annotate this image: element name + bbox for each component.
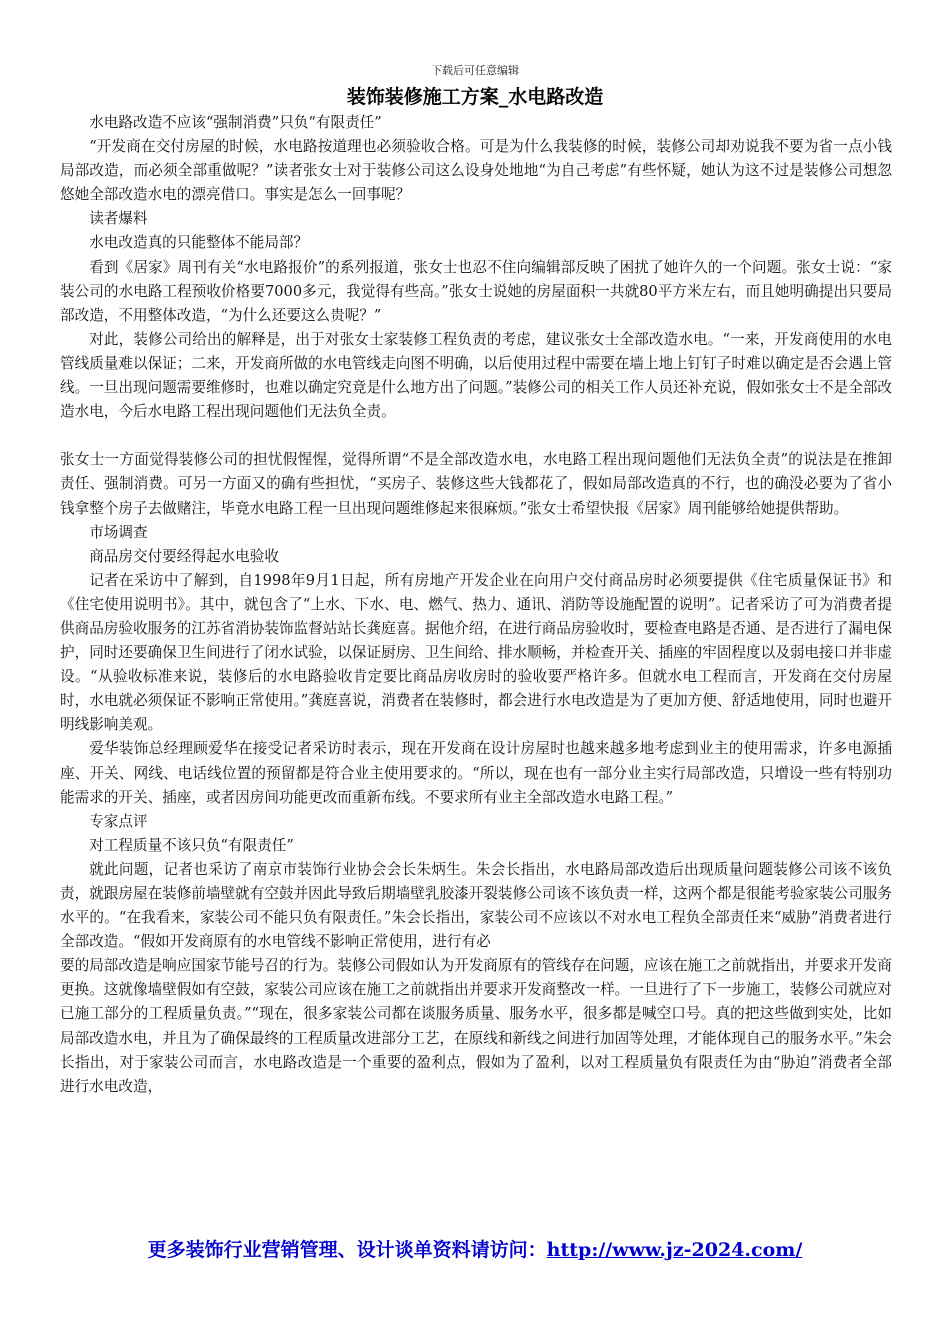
section-subheading-expert: 对工程质量不该只负“有限责任” bbox=[89, 836, 294, 854]
document-body bbox=[60, 111, 892, 1099]
section-heading-expert: 专家点评 bbox=[89, 812, 148, 830]
section-heading-market: 市场调查 bbox=[89, 523, 148, 541]
footer-text: 更多装饰行业营销管理、设计谈单资料请访问： bbox=[147, 1239, 547, 1261]
paragraph-body: 要的局部改造是响应国家节能号召的行为。装修公司假如认为开发商原有的管线存在问题，应该在施工之前就指出，并要求开发商更换。这就像墙壁假如有空鼓，家装公司应该在施工之前就指出并要求开发商整改一样。一旦进行了下一步施工，装修公司就应对已施工部分的工程质量负责。”“现在，很多家装公司都在谈服务质量、服务水平，很多都是喊空口号。真的把这些做到实处，比如局部改造水电，并且为了确保最终的工程质量改进部分工艺，在原线和新线之间进行加固等处理，才能体现自己的服务水平。”朱会长指出，对于家装公司而言，水电路改造是一个重要的盈利点，假如为了盈利，以对工程质量负有限责任为由“胁迫”消费者全部进行水电改造， bbox=[60, 957, 893, 1095]
edit-note: 下载后可任意编辑 bbox=[431, 64, 519, 77]
blank-line bbox=[60, 424, 892, 448]
paragraph-body: 就此问题，记者也采访了南京市装饰行业协会会长朱炳生。朱会长指出，水电路局部改造后出现质量问题装修公司该不该负责，就跟房屋在装修前墙壁就有空鼓并因此导致后期墙壁乳胶漆开裂装修公司该不该负责一样，这两个都是很能考验家装公司服务水平的。“在我看来，家装公司不能只负有限责任。”朱会长指出，家装公司不应该以不对水电工程负全部责任来“威胁”消费者进行全部改造。“假如开发商原有的水电管线不影响正常使用，进行有必 bbox=[60, 860, 892, 951]
paragraph-body: 爱华装饰总经理顾爱华在接受记者采访时表示，现在开发商在设计房屋时也越来越多地考虑到业主的使用需求，许多电源插座、开关、网线、电话线位置的预留都是符合业主使用要求的。“所以，现在也有一部分业主实行局部改造，只增设一些有特别功能需求的开关、插座，或者因房间功能更改而重新布线。不要求所有业主全部改造水电路工程。” bbox=[60, 740, 892, 806]
paragraph-body: 记者在采访中了解到，自1998年9月1日起，所有房地产开发企业在向用户交付商品房时必须要提供《住宅质量保证书》和《住宅使用说明书》。其中，就包含了“上水、下水、电、燃气、热力、通讯、消防等设施配置的说明”。记者采访了可为消费者提供商品房验收服务的江苏省消协装饰监督站站长龚庭喜。据他介绍，在进行商品房验收时，要检查电路是否通、是否进行了漏电保护，同时还要确保卫生间进行了闭水试验，以保证厨房、卫生间给、排水顺畅，并检查开关、插座的牢固程度以及弱电接口并非虚设。“从验收标准来说，装修后的水电路验收肯定要比商品房收房时的验收要严格许多。但就水电工程而言，开发商在交付房屋时，水电就必须保证不影响正常使用。”龚庭喜说，消费者在装修时，都会进行水电改造是为了更加方便、舒适地使用，同时也避开明线影响美观。 bbox=[60, 571, 893, 734]
paragraph-body: 张女士一方面觉得装修公司的担忧假惺惺，觉得所谓“不是全部改造水电，水电路工程出现问题他们无法负全责”的说法是在推卸责任、强制消费。可另一方面又的确有些担忧，“买房子、装修这些大钱都花了，假如局部改造真的不行，也的确没必要为了省小钱拿整个房子去做赌注，毕竟水电路工程一旦出现问题维修起来很麻烦。”张女士希望快报《居家》周刊能够给她提供帮助。 bbox=[60, 451, 892, 517]
paragraph-body: 看到《居家》周刊有关“水电路报价”的系列报道，张女士也忍不住向编辑部反映了困扰了她许久的一个问题。张女士说：“家装公司的水电路工程预收价格要7000多元，我觉得有些高。”张女士说她的房屋面积一共就80平方米左右，而且她明确提出只要局部改造，不用整体改造，“为什么还要这么贵呢？” bbox=[60, 258, 892, 324]
section-subheading-market: 商品房交付要经得起水电验收 bbox=[89, 547, 279, 565]
promo-footer bbox=[0, 1236, 950, 1264]
footer-link[interactable]: http://www.jz-2024.com/ bbox=[546, 1239, 803, 1261]
paragraph-subtitle: 水电路改造不应该“强制消费”只负“有限责任” bbox=[89, 114, 382, 131]
section-subheading-reader: 水电改造真的只能整体不能局部？ bbox=[89, 234, 309, 252]
paragraph-intro: “开发商在交付房屋的时候，水电路按道理也必须验收合格。可是为什么我装修的时候，装修公司却劝说我不要为省一点小钱局部改造，而必须全部重做呢？”读者张女士对于装修公司这么设身处地地“为自己考虑”有些怀疑，她认为这不过是装修公司想忽悠她全部改造水电的漂亮借口。事实是怎么一回事呢？ bbox=[60, 138, 892, 204]
paragraph-body: 对此，装修公司给出的解释是，出于对张女士家装修工程负责的考虑，建议张女士全部改造水电。“一来，开发商使用的水电管线质量难以保证；二来，开发商所做的水电管线走向图不明确，以后使用过程中需要在墙上地上钉钉子时难以确定是否会遇上管线。一旦出现问题需要维修时，也难以确定究竟是什么地方出了问题。”装修公司的相关工作人员还补充说，假如张女士不是全部改造水电，今后水电路工程出现问题他们无法负全责。 bbox=[60, 330, 893, 421]
document-title: 装饰装修施工方案_水电路改造 bbox=[346, 86, 604, 108]
section-heading-reader: 读者爆料 bbox=[89, 210, 148, 228]
